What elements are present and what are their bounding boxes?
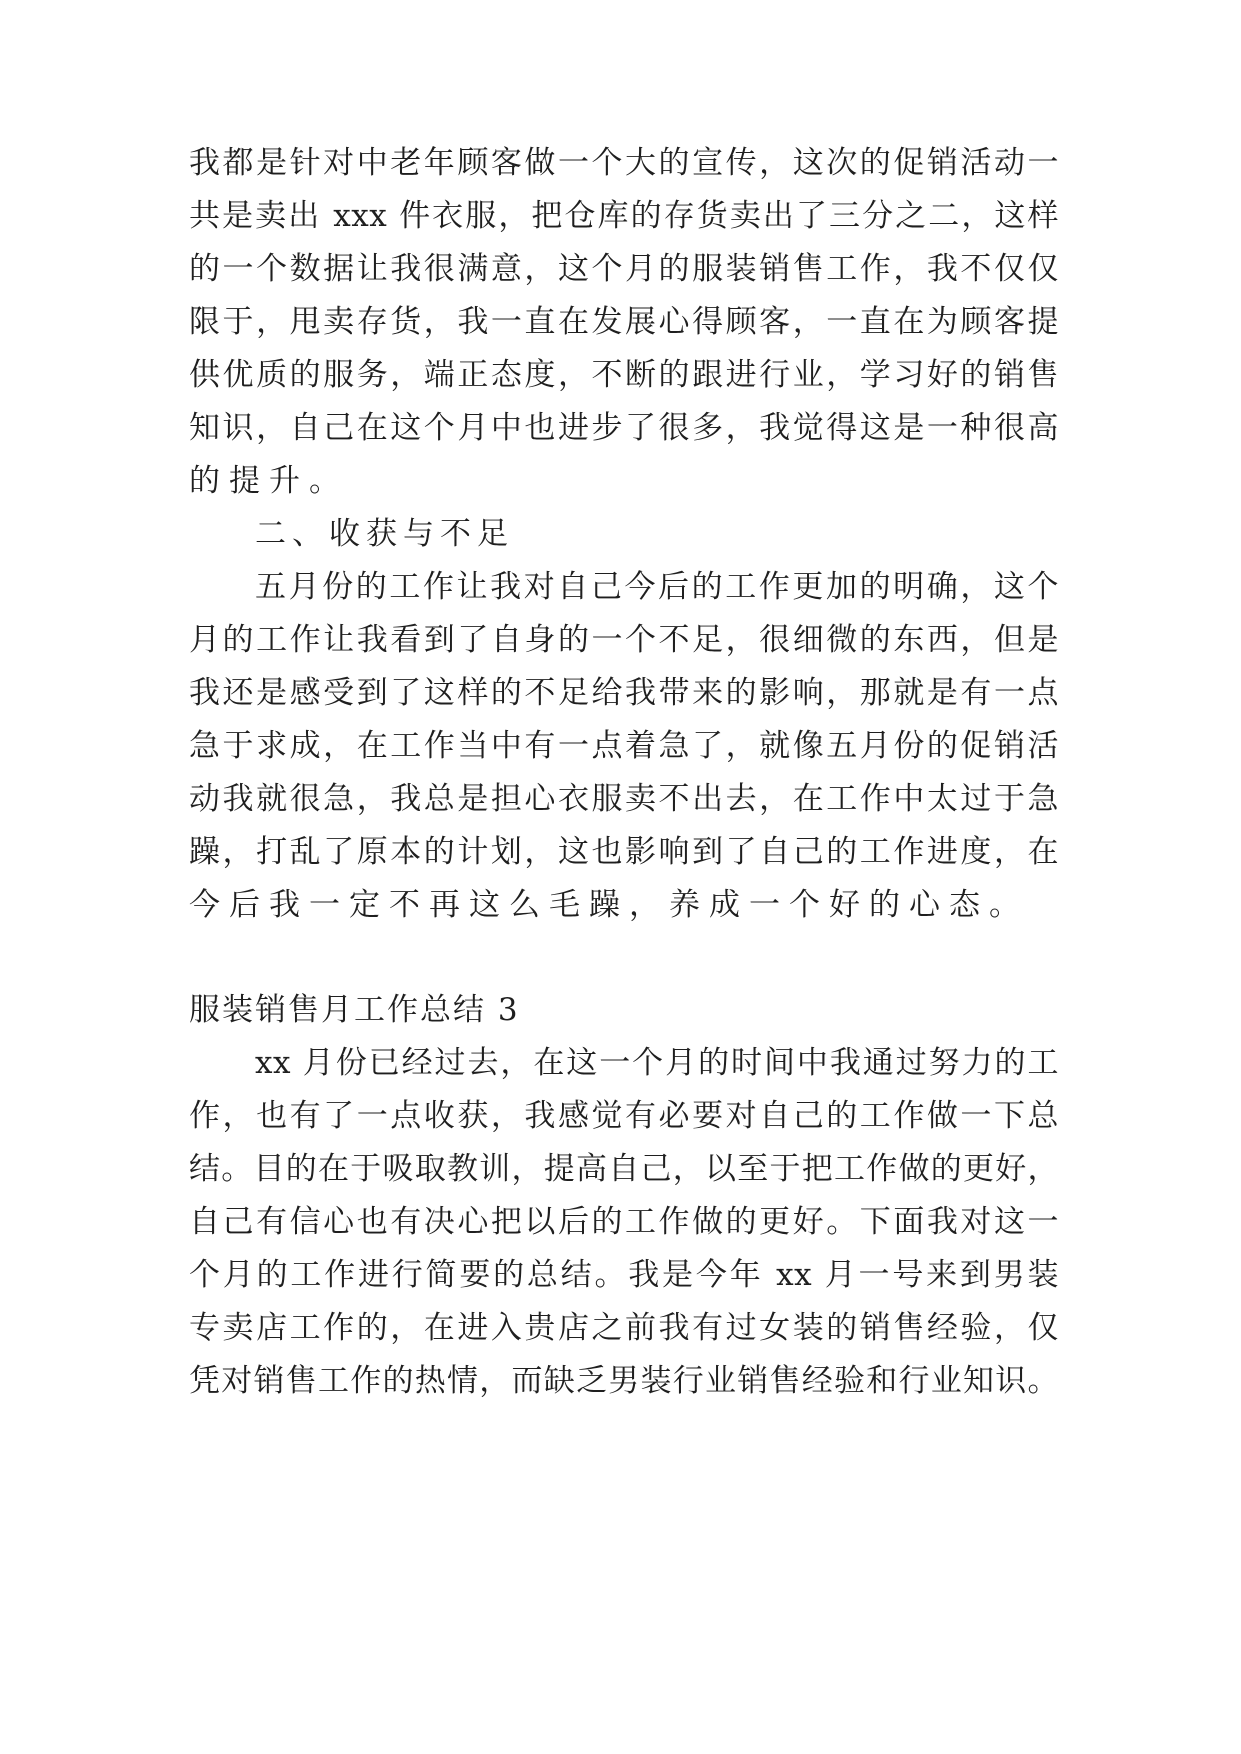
paragraph-line: 动我就很急，我总是担心衣服卖不出去，在工作中太过于急 [189,781,1059,817]
paragraph-line: 个月的工作进行简要的总结。我是今年 xx 月一号来到男装 [189,1257,1059,1293]
paragraph-line: 供优质的服务，端正态度，不断的跟进行业，学习好的销售 [189,357,1059,393]
paragraph-line: 我还是感受到了这样的不足给我带来的影响，那就是有一点 [189,675,1059,711]
paragraph-line: 限于，甩卖存货，我一直在发展心得顾客，一直在为顾客提 [189,304,1059,340]
paragraph-line: 今后我一定不再这么毛躁，养成一个好的心态。 [189,887,1029,923]
paragraph-line: 知识，自己在这个月中也进步了很多，我觉得这是一种很高 [189,410,1059,446]
paragraph-line: 自己有信心也有决心把以后的工作做的更好。下面我对这一 [189,1204,1059,1240]
subheading: 二、收获与不足 [255,516,514,552]
paragraph-line: 的一个数据让我很满意，这个月的服装销售工作，我不仅仅 [189,251,1059,287]
section-title: 服装销售月工作总结 3 [189,992,520,1028]
paragraph-line: 的提升。 [189,463,349,499]
paragraph-line: 凭对销售工作的热情，而缺乏男装行业销售经验和行业知识。 [189,1363,1059,1399]
paragraph-line: 结。目的在于吸取教训，提高自己，以至于把工作做的更好， [189,1151,1059,1187]
paragraph-line: 专卖店工作的，在进入贵店之前我有过女装的销售经验，仅 [189,1310,1059,1346]
paragraph-line: 我都是针对中老年顾客做一个大的宣传，这次的促销活动一 [189,145,1059,181]
paragraph-line: 共是卖出 xxx 件衣服，把仓库的存货卖出了三分之二，这样 [189,198,1059,234]
paragraph-line: 急于求成，在工作当中有一点着急了，就像五月份的促销活 [189,728,1059,764]
paragraph-line: 五月份的工作让我对自己今后的工作更加的明确，这个 [255,569,1059,605]
paragraph-line: 躁，打乱了原本的计划，这也影响到了自己的工作进度，在 [189,834,1059,870]
paragraph-line: 月的工作让我看到了自身的一个不足，很细微的东西，但是 [189,622,1059,658]
paragraph-line: xx 月份已经过去，在这一个月的时间中我通过努力的工 [255,1045,1059,1081]
paragraph-line: 作，也有了一点收获，我感觉有必要对自己的工作做一下总 [189,1098,1059,1134]
